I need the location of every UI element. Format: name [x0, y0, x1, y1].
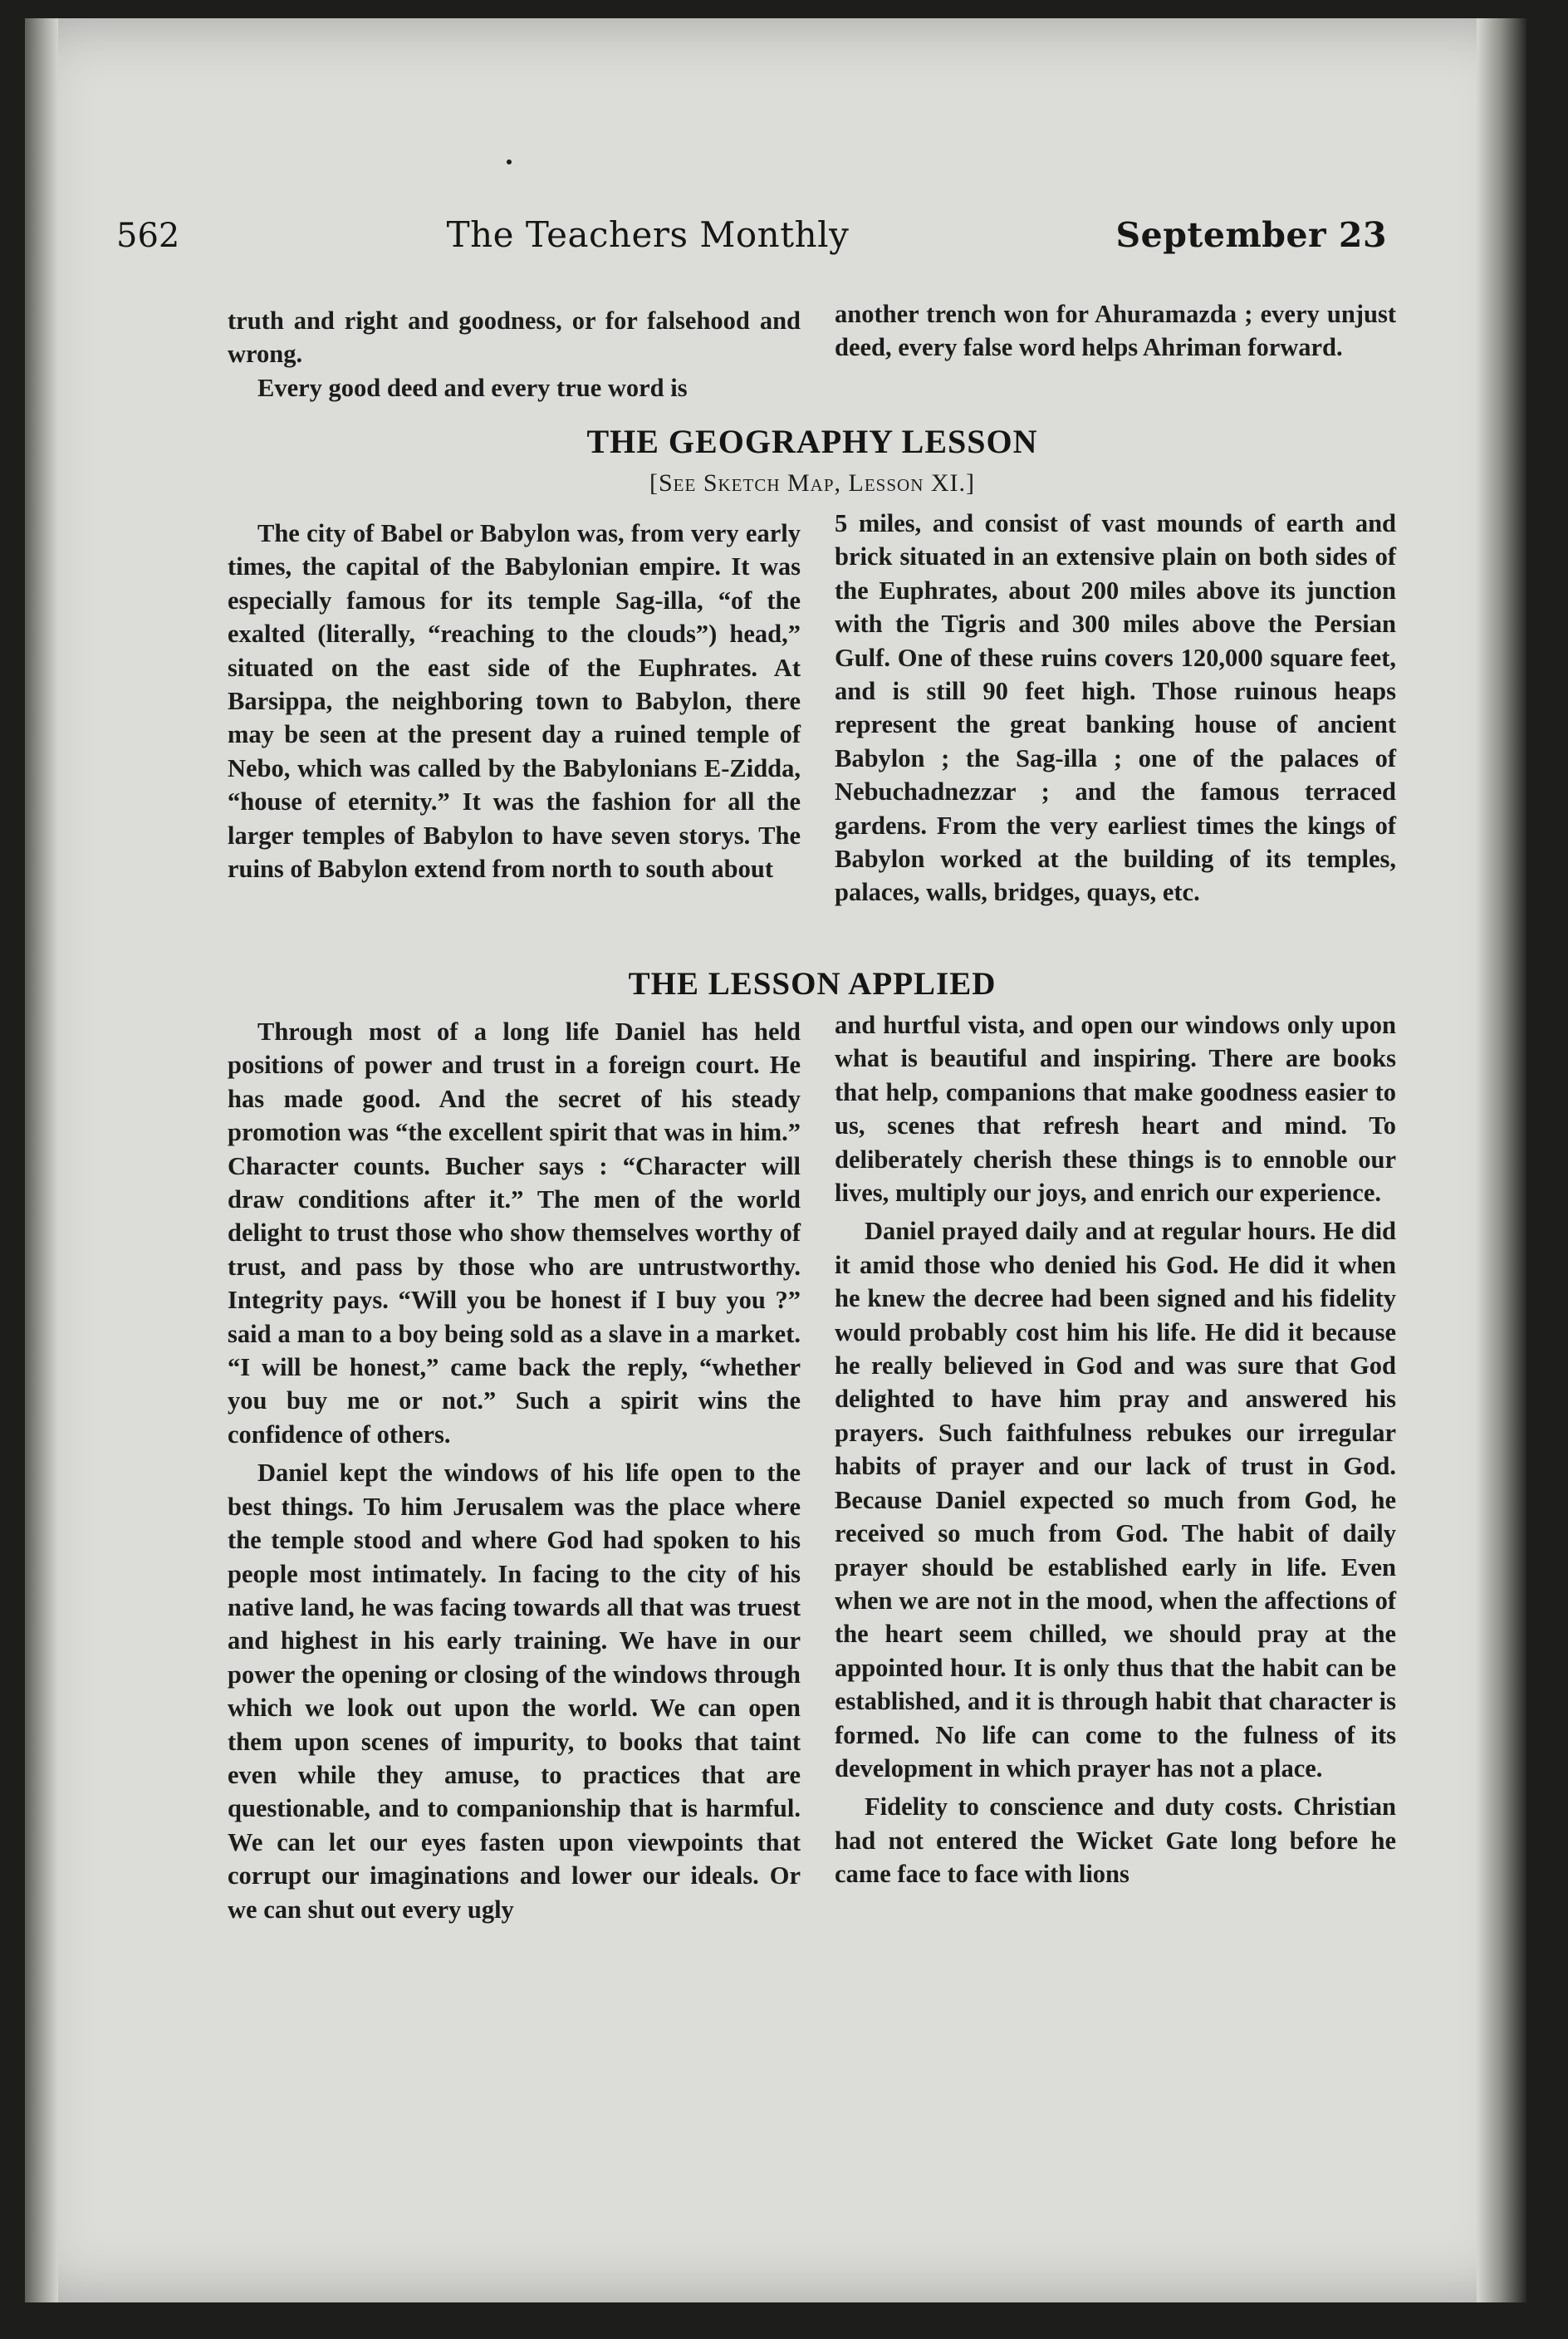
paragraph: another trench won for Ahuramazda ; every unjust deed, every false word helps Ahriman forward. [835, 300, 1396, 362]
running-header [116, 214, 1387, 281]
page-edge-shadow [1477, 18, 1526, 2302]
geography-left-column [228, 517, 801, 885]
ink-speck [507, 159, 512, 164]
geography-heading: THE GEOGRAPHY LESSON [586, 423, 1038, 460]
geography-subheading: [See Sketch Map, Lesson XI.] [649, 469, 975, 497]
paragraph: Fidelity to conscience and duty costs. Christian had not entered the Wicket Gate long before he came face to face with lions [835, 1792, 1396, 1889]
paragraph: The city of Babel or Babylon was, from very early times, the capital of the Babylonian empire. It was especially famous for its temple Sag-illa, “of the exalted (literally, “reaching to the clouds”) head,” situated on the east side of the Euphrates. At Barsippa, the neighboring town to Babylon, there may be seen at the present day a ruined temple of Nebo, which was called by the Babylonians E-Zidda, “house of eternity.” It was the fashion for all the larger temples of Babylon to have seven storys. The ruins of Babylon extend from north to south about [228, 519, 801, 884]
paragraph: and hurtful vista, and open our windows only upon what is beautiful and inspiring. There are books that help, companions that make goodness easier to us, scenes that refresh heart and mind. To deliberately cherish these things is to ennoble our lives, multiply our joys, and enrich our experience. [835, 1011, 1396, 1208]
running-title: The Teachers Monthly [446, 214, 850, 255]
page-spine-shadow [25, 18, 58, 2302]
paragraph: Every good deed and every true word is [257, 373, 688, 402]
applied-right-column [835, 1008, 1396, 1891]
paragraph: Daniel prayed daily and at regular hours. He did it amid those who denied his God. He did it when he knew the decree had been signed and his fidelity would probably cost him his life. He did it because he really believed in God and was sure that God delighted to have him pray and answered his prayers. Such faithfulness rebukes our irregular habits of prayer and our lack of trust in God. Because Daniel expected so much from God, he received so much from God. The habit of daily prayer should be established early in life. Even when we are not in the mood, when the affections of the heart seem chilled, we should pray at the appointed hour. It is only thus that the habit can be established, and it is through habit that character is formed. No life can come to the fulness of its development in which prayer has not a place. [835, 1217, 1396, 1782]
applied-heading: THE LESSON APPLIED [628, 966, 997, 1002]
page-number: 562 [116, 217, 180, 255]
paragraph: truth and right and goodness, or for falsehood and wrong. [228, 306, 801, 369]
geography-right-column [835, 507, 1396, 910]
paragraph: Through most of a long life Daniel has held positions of power and trust in a foreign court. He has made good. And the secret of his steady promotion was “the excellent spirit that was in him.” Character counts. Bucher says : “Character will draw conditions after it.” The men of the world delight to trust those who show themselves worthy of trust, and pass by those who are untrustworthy. Integrity pays. “Will you be honest if I buy you ?” said a man to a boy being sold as a slave in a market. “I will be honest,” came back the reply, “whether you buy me or not.” Such a spirit wins the confidence of others. [228, 1017, 801, 1449]
issue-date: September 23 [1115, 215, 1387, 255]
paragraph: Daniel kept the windows of his life open to the best things. To him Jerusalem was the place where the temple stood and where God had spoken to his people most intimately. In facing to the city of his native land, he was facing towards all that was truest and highest in his early training. We have in our power the opening or closing of the windows through which we look out upon the world. We can open them upon scenes of impurity, to books that taint even while they amuse, to practices that are questionable, and to companionship that is harmful. We can let our eyes fasten upon viewpoints that corrupt our imaginations and lower our ideals. Or we can shut out every ugly [228, 1459, 801, 1924]
paragraph: 5 miles, and consist of vast mounds of earth and brick situated in an extensive plain on both sides of the Euphrates, about 200 miles above its junction with the Tigris and 300 miles above the Persian Gulf. One of these ruins covers 120,000 square feet, and is still 90 feet high. Those ruinous heaps represent the great banking house of ancient Babylon ; the Sag-illa ; one of the palaces of Nebuchadnezzar ; and the famous terraced gardens. From the very earliest times the kings of Babylon worked at the building of its temples, palaces, walls, bridges, quays, etc. [835, 509, 1396, 907]
top-left-column [228, 304, 801, 405]
applied-left-column [228, 1015, 801, 1926]
top-right-column [835, 297, 1396, 365]
